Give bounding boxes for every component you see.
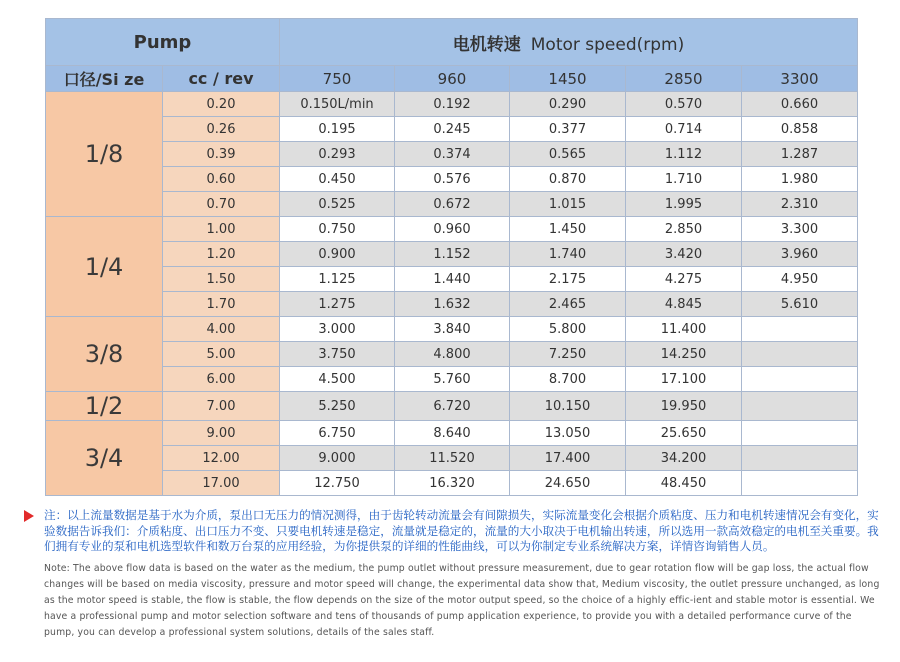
cc-cell: 4.00 xyxy=(163,317,280,342)
table-row xyxy=(46,342,858,367)
flow-value-cell: 24.650 xyxy=(510,471,626,496)
table-row xyxy=(46,392,858,421)
flow-value-cell: 8.640 xyxy=(395,421,510,446)
size-column-header: 口径/Si ze xyxy=(46,66,163,92)
flow-value-cell: 1.632 xyxy=(395,292,510,317)
cc-cell: 5.00 xyxy=(163,342,280,367)
flow-value-cell: 2.310 xyxy=(742,192,858,217)
flow-value-cell: 1.710 xyxy=(626,167,742,192)
flow-value-cell: 1.450 xyxy=(510,217,626,242)
table-row xyxy=(46,292,858,317)
red-arrow-icon xyxy=(24,510,34,522)
size-cell: 1/4 xyxy=(46,217,163,317)
table-row xyxy=(46,192,858,217)
motor-speed-en: Motor speed(rpm) xyxy=(530,34,685,55)
flow-value-cell: 6.720 xyxy=(395,392,510,421)
flow-value-cell: 7.250 xyxy=(510,342,626,367)
flow-value-cell xyxy=(742,421,858,446)
flow-value-cell: 5.760 xyxy=(395,367,510,392)
flow-value-cell: 4.500 xyxy=(280,367,395,392)
flow-value-cell: 1.980 xyxy=(742,167,858,192)
cc-cell: 0.26 xyxy=(163,117,280,142)
table-row xyxy=(46,267,858,292)
cc-cell: 1.20 xyxy=(163,242,280,267)
table-row xyxy=(46,367,858,392)
cc-cell: 17.00 xyxy=(163,471,280,496)
flow-value-cell: 13.050 xyxy=(510,421,626,446)
cc-cell: 1.00 xyxy=(163,217,280,242)
flow-value-cell: 0.750 xyxy=(280,217,395,242)
flow-value-cell: 1.015 xyxy=(510,192,626,217)
flow-value-cell: 3.750 xyxy=(280,342,395,367)
size-cell: 1/2 xyxy=(46,392,163,421)
size-cell: 1/8 xyxy=(46,92,163,217)
cc-cell: 9.00 xyxy=(163,421,280,446)
flow-value-cell: 1.125 xyxy=(280,267,395,292)
cc-cell: 0.70 xyxy=(163,192,280,217)
flow-value-cell: 1.275 xyxy=(280,292,395,317)
flow-value-cell: 0.565 xyxy=(510,142,626,167)
flow-value-cell: 1.287 xyxy=(742,142,858,167)
flow-value-cell: 0.714 xyxy=(626,117,742,142)
flow-value-cell: 0.960 xyxy=(395,217,510,242)
flow-value-cell: 5.800 xyxy=(510,317,626,342)
flow-value-cell xyxy=(742,342,858,367)
flow-value-cell: 1.995 xyxy=(626,192,742,217)
flow-value-cell: 10.150 xyxy=(510,392,626,421)
flow-value-cell: 6.750 xyxy=(280,421,395,446)
flow-value-cell: 3.420 xyxy=(626,242,742,267)
cc-cell: 0.60 xyxy=(163,167,280,192)
flow-value-cell: 1.112 xyxy=(626,142,742,167)
flow-value-cell: 34.200 xyxy=(626,446,742,471)
table-row xyxy=(46,217,858,242)
flow-value-cell: 0.576 xyxy=(395,167,510,192)
flow-value-cell: 3.000 xyxy=(280,317,395,342)
flow-value-cell: 5.250 xyxy=(280,392,395,421)
flow-value-cell: 48.450 xyxy=(626,471,742,496)
flow-value-cell: 0.900 xyxy=(280,242,395,267)
flow-rate-table xyxy=(45,18,858,496)
speed-header-1450: 1450 xyxy=(510,66,626,92)
table-row xyxy=(46,142,858,167)
flow-value-cell: 19.950 xyxy=(626,392,742,421)
flow-value-cell: 0.870 xyxy=(510,167,626,192)
flow-value-cell: 8.700 xyxy=(510,367,626,392)
flow-value-cell: 1.740 xyxy=(510,242,626,267)
cc-cell: 6.00 xyxy=(163,367,280,392)
size-cell: 3/4 xyxy=(46,421,163,496)
flow-value-cell: 25.650 xyxy=(626,421,742,446)
flow-value-cell: 1.152 xyxy=(395,242,510,267)
cc-column-header: cc / rev xyxy=(163,66,280,92)
flow-value-cell: 1.440 xyxy=(395,267,510,292)
flow-value-cell: 9.000 xyxy=(280,446,395,471)
speed-header-3300: 3300 xyxy=(742,66,858,92)
pump-header: Pump xyxy=(46,19,280,66)
flow-value-cell: 12.750 xyxy=(280,471,395,496)
table-row xyxy=(46,446,858,471)
speed-header-750: 750 xyxy=(280,66,395,92)
cc-cell: 0.39 xyxy=(163,142,280,167)
english-note: Note: The above flow data is based on the water as the medium, the pump outlet without pressure measurement, due to gear rotation flow will be gap loss, the actual flow changes will be based on media viscosity, pressure and motor speed will change, the experimental data show that, Medium viscosity, the outlet pressure unchanged, as long as the motor speed is stable, the flow is stable, the flow depends on the size of the motor output speed, so the choice of a highly effic-ient and stable motor is essential. We have a professional pump and motor selection software and tens of thousands of pump application experience, to provide you with a detailed performance curve of the pump, you can develop a professional system solutions, details of the sales staff. xyxy=(44,562,880,639)
speed-header-960: 960 xyxy=(395,66,510,92)
flow-value-cell: 14.250 xyxy=(626,342,742,367)
flow-value-cell: 0.672 xyxy=(395,192,510,217)
cc-cell: 7.00 xyxy=(163,392,280,421)
flow-value-cell xyxy=(742,392,858,421)
chinese-note xyxy=(24,508,884,555)
cc-cell: 12.00 xyxy=(163,446,280,471)
flow-value-cell xyxy=(742,446,858,471)
flow-value-cell: 16.320 xyxy=(395,471,510,496)
notes xyxy=(24,508,884,642)
flow-value-cell: 0.150L/min xyxy=(280,92,395,117)
flow-value-cell: 11.520 xyxy=(395,446,510,471)
table-row xyxy=(46,471,858,496)
speed-header-2850: 2850 xyxy=(626,66,742,92)
flow-value-cell: 0.858 xyxy=(742,117,858,142)
motor-speed-header xyxy=(280,19,858,66)
table-row xyxy=(46,92,858,117)
table-row xyxy=(46,117,858,142)
flow-value-cell: 2.465 xyxy=(510,292,626,317)
flow-value-cell: 2.175 xyxy=(510,267,626,292)
flow-value-cell: 0.570 xyxy=(626,92,742,117)
table-row xyxy=(46,421,858,446)
size-cell: 3/8 xyxy=(46,317,163,392)
flow-value-cell: 3.840 xyxy=(395,317,510,342)
flow-value-cell: 0.450 xyxy=(280,167,395,192)
flow-value-cell: 0.374 xyxy=(395,142,510,167)
flow-value-cell: 3.960 xyxy=(742,242,858,267)
cc-cell: 1.70 xyxy=(163,292,280,317)
flow-value-cell: 4.800 xyxy=(395,342,510,367)
flow-value-cell: 0.192 xyxy=(395,92,510,117)
flow-value-cell xyxy=(742,367,858,392)
flow-value-cell: 4.950 xyxy=(742,267,858,292)
cc-cell: 1.50 xyxy=(163,267,280,292)
table-row xyxy=(46,242,858,267)
flow-value-cell: 3.300 xyxy=(742,217,858,242)
flow-value-cell: 17.400 xyxy=(510,446,626,471)
flow-value-cell: 2.850 xyxy=(626,217,742,242)
cc-cell: 0.20 xyxy=(163,92,280,117)
flow-value-cell: 0.290 xyxy=(510,92,626,117)
flow-value-cell: 4.275 xyxy=(626,267,742,292)
flow-value-cell: 4.845 xyxy=(626,292,742,317)
flow-value-cell: 17.100 xyxy=(626,367,742,392)
table-body xyxy=(46,92,858,496)
flow-value-cell xyxy=(742,317,858,342)
chinese-note-text: 注：以上流量数据是基于水为介质，泵出口无压力的情况测得，由于齿轮转动流量会有间隙损失，实际流量变化会根据介质粘度、压力和电机转速情况会有变化，实验数据告诉我们：介质粘度、出口压力不变、只要电机转速是稳定，流量就是稳定的，流量的大小取决于电机输出转速，所以选用一款高效稳定的电机至关重要。我们拥有专业的泵和电机选型软件和数万台泵的应用经验，为你提供泵的详细的性能曲线，可以为你制定专业系统解决方案，详情咨询销售人员。 xyxy=(44,508,879,553)
table-row xyxy=(46,167,858,192)
flow-value-cell: 11.400 xyxy=(626,317,742,342)
flow-value-cell: 0.377 xyxy=(510,117,626,142)
flow-value-cell: 0.195 xyxy=(280,117,395,142)
flow-value-cell: 0.293 xyxy=(280,142,395,167)
flow-value-cell xyxy=(742,471,858,496)
table-row xyxy=(46,317,858,342)
flow-value-cell: 0.245 xyxy=(395,117,510,142)
motor-speed-cn: 电机转速 xyxy=(452,34,521,55)
flow-value-cell: 0.525 xyxy=(280,192,395,217)
flow-value-cell: 0.660 xyxy=(742,92,858,117)
flow-value-cell: 5.610 xyxy=(742,292,858,317)
